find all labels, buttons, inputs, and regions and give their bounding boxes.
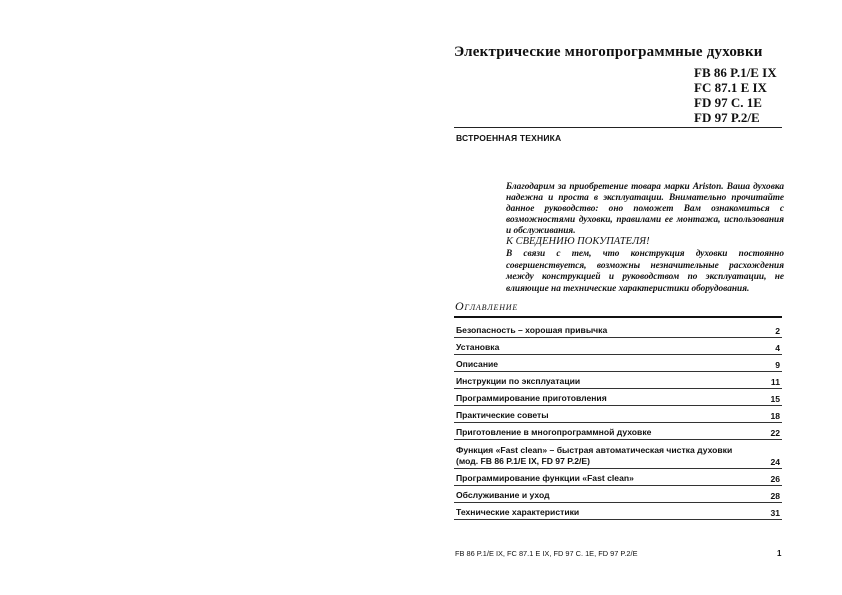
toc-entry-title: Обслуживание и уход [456,490,550,500]
toc-entry-title: Описание [456,359,499,369]
toc-entry[interactable] [454,389,782,406]
toc-entry-page: 24 [770,457,780,467]
toc-entry-page: 15 [770,394,780,404]
notice-body: В связи с тем, что конструкция духовки постоянно совершенствуется, возможны незначительные расхождения между конструкцией и руководством по эксплуатации, не влияющие на технические характеристики оборудования. [506,249,784,294]
toc-entry[interactable] [454,440,782,469]
toc-entry-page: 31 [770,508,780,518]
toc-entry[interactable] [454,338,782,355]
notice-heading: К СВЕДЕНИЮ ПОКУПАТЕЛЯ! [506,236,650,247]
toc-heading: Оглавление [455,299,519,313]
toc-entry-title: Приготовление в многопрограммной духовке [456,427,652,437]
toc-entry[interactable] [454,503,782,520]
toc-entry[interactable] [454,406,782,423]
model-item: FB 86 P.1/E IX [694,65,777,80]
table-of-contents [454,321,782,520]
toc-entry-title: Программирование приготовления [456,393,607,403]
model-item: FD 97 C. 1E [694,95,762,110]
toc-entry-title: Технические характеристики [456,507,580,517]
intro-text: Благодарим за приобретение товара марки Ariston. Ваша духовка надежна и проста в эксплуатации. Внимательно прочитайте данное руководство: оно поможет Вам ознакомиться с возможностями духовки, правилами ее монтажа, использования и обслуживания. [506,182,784,236]
toc-entry[interactable] [454,355,782,372]
toc-divider [454,316,782,318]
model-list [694,65,777,125]
model-item: FD 97 P.2/E [694,110,760,125]
document-title: Электрические многопрограммные духовки [454,44,763,60]
model-item: FC 87.1 E IX [694,80,767,95]
footer-models: FB 86 P.1/E IX, FC 87.1 E IX, FD 97 C. 1E, FD 97 P.2/E [455,549,638,558]
toc-entry-page: 18 [770,411,780,421]
toc-entry-page: 11 [770,377,780,387]
toc-entry-title: Установка [456,342,500,352]
toc-entry-page: 2 [775,326,780,336]
toc-entry-page: 26 [770,474,780,484]
toc-entry[interactable] [454,469,782,486]
page-number: 1 [777,549,782,558]
toc-entry-page: 9 [775,360,780,370]
toc-entry-title-line2: (мод. FB 86 P.1/E IX, FD 97 P.2/E) [456,456,591,466]
category-label: ВСТРОЕННАЯ ТЕХНИКА [456,133,562,143]
toc-entry-page: 28 [770,491,780,501]
toc-entry-title [456,445,732,468]
toc-entry-title: Программирование функции «Fast clean» [456,473,634,483]
toc-entry[interactable] [454,372,782,389]
toc-entry-title: Безопасность – хорошая привычка [456,325,608,335]
toc-entry[interactable] [454,486,782,503]
toc-entry-page: 4 [775,343,780,353]
toc-entry-title-line1: Функция «Fast clean» – быстрая автоматическая чистка духовки [456,445,733,455]
toc-entry-title: Практические советы [456,410,549,420]
toc-entry[interactable] [454,423,782,440]
toc-entry[interactable] [454,321,782,338]
intro-paragraph [506,182,784,237]
header-divider [454,127,782,128]
toc-entry-title: Инструкции по эксплуатации [456,376,581,386]
toc-entry-page: 22 [770,428,780,438]
